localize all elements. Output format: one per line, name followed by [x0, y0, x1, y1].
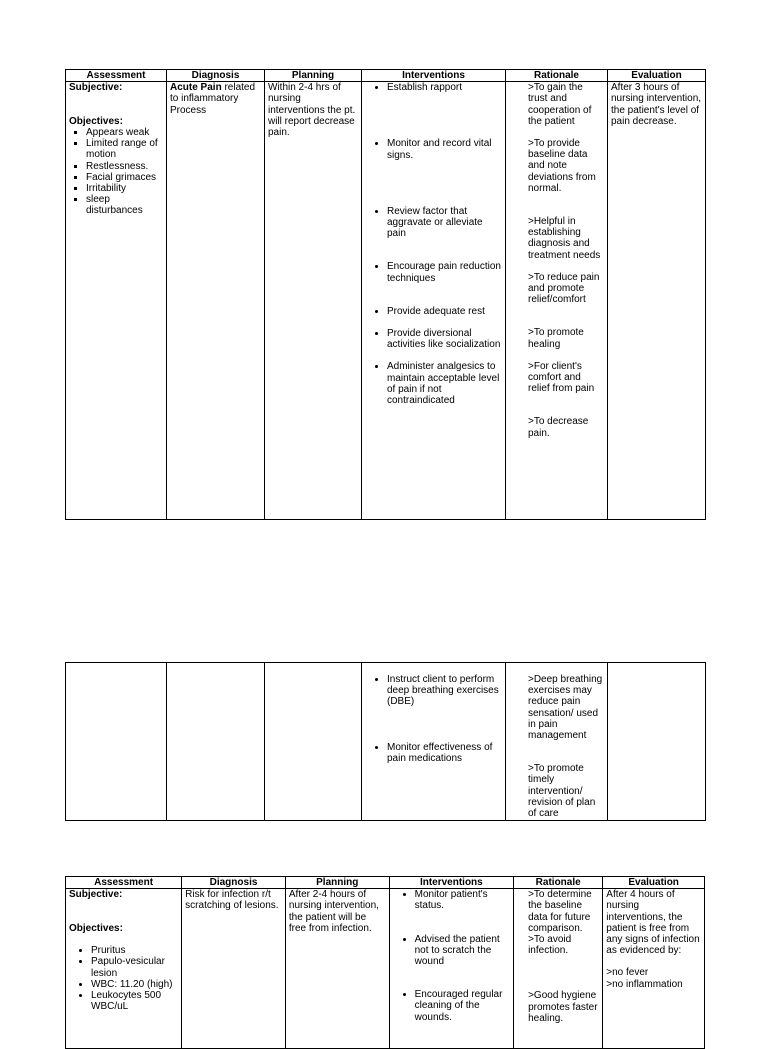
content-row [66, 889, 705, 1049]
list-item: • Provide adequate rest [387, 306, 502, 317]
care-plan-table-2 [65, 662, 706, 821]
header-planning: Planning [265, 70, 362, 82]
evaluation-item: >no inflammation [606, 978, 683, 990]
interventions-list [365, 674, 502, 764]
rationale-cell [506, 82, 608, 520]
interventions-list [393, 889, 510, 1023]
planning-cell [265, 663, 362, 821]
header-interventions: Interventions [389, 877, 513, 889]
list-item: ▪ Irritability [86, 183, 163, 194]
header-assessment: Assessment [66, 877, 182, 889]
list-item: • WBC: 11.20 (high) [91, 979, 178, 990]
care-plan-table-3 [65, 876, 705, 1049]
diagnosis-text: related to inflammatory Process [170, 82, 256, 116]
list-item: • Review factor that aggravate or alleviate pain [387, 206, 502, 240]
list-item: • Papulo-vesicular lesion [91, 956, 178, 978]
assessment-cell [66, 889, 182, 1049]
interventions-cell [362, 663, 506, 821]
rationale-item: >To determine the baseline data for future comparison. [528, 889, 592, 934]
diagnosis-title: Acute Pain [170, 82, 222, 94]
evaluation-text: After 4 hours of nursing interventions, the patient is free from any signs of infection as evidenced by: [606, 889, 700, 957]
rationale-item: >Good hygiene promotes faster healing. [528, 990, 598, 1024]
planning-cell: After 2-4 hours of nursing intervention, the patient will be free from infection. [285, 889, 389, 1049]
planning-cell: Within 2-4 hrs of nursing interventions the pt. will report decrease pain. [265, 82, 362, 520]
rationale-item: >To decrease pain. [528, 416, 589, 439]
assessment-cell [66, 82, 167, 520]
objectives-label: Objectives: [69, 922, 123, 934]
interventions-cell [362, 82, 506, 520]
rationale-item: >To promote timely intervention/ revision of plan of care [528, 763, 596, 820]
header-rationale: Rationale [506, 70, 608, 82]
list-item: ▪ Facial grimaces [86, 172, 163, 183]
care-plan-table-1 [65, 69, 706, 520]
list-item: • Administer analgesics to maintain acceptable level of pain if not contraindicated [387, 361, 502, 406]
evaluation-cell [608, 663, 706, 821]
evaluation-item: >no fever [606, 967, 649, 979]
rationale-item: >Deep breathing exercises may reduce pain sensation/ used in pain management [528, 674, 603, 742]
list-item: • Monitor and record vital signs. [387, 138, 502, 160]
diagnosis-cell: Risk for infection r/t scratching of lesions. [182, 889, 286, 1049]
objectives-label: Objectives: [69, 115, 123, 127]
list-item: ▪ sleep disturbances [86, 194, 163, 216]
assessment-cell [66, 663, 167, 821]
evaluation-cell: After 3 hours of nursing intervention, the patient's level of pain decrease. [608, 82, 706, 520]
header-planning: Planning [285, 877, 389, 889]
list-item: • Monitor effectiveness of pain medications [387, 742, 502, 764]
rationale-item: >To provide baseline data and note deviations from normal. [528, 138, 596, 194]
rationale-item: >To promote healing [528, 327, 584, 350]
list-item: • Advised the patient not to scratch the wound [415, 934, 510, 968]
interventions-list [365, 82, 502, 406]
objectives-list [69, 945, 178, 1012]
header-evaluation: Evaluation [608, 70, 706, 82]
header-assessment: Assessment [66, 70, 167, 82]
rationale-item: >For client's comfort and relief from pain [528, 360, 595, 395]
content-row [66, 663, 706, 821]
subjective-label: Subjective: [69, 82, 123, 94]
rationale-item: >To reduce pain and promote relief/comfort [528, 271, 600, 306]
header-diagnosis: Diagnosis [182, 877, 286, 889]
evaluation-cell [603, 889, 705, 1049]
objectives-list [69, 127, 163, 217]
list-item: • Instruct client to perform deep breathing exercises (DBE) [387, 674, 502, 708]
interventions-cell [389, 889, 513, 1049]
header-rationale: Rationale [514, 877, 603, 889]
header-row [66, 877, 705, 889]
content-row [66, 82, 706, 520]
list-item: • Monitor patient's status. [415, 889, 510, 911]
list-item: • Leukocytes 500 WBC/uL [91, 990, 178, 1012]
header-evaluation: Evaluation [603, 877, 705, 889]
diagnosis-cell [167, 82, 265, 520]
rationale-item: >Helpful in establishing diagnosis and treatment needs [528, 216, 601, 261]
list-item: • Encourage pain reduction techniques [387, 261, 502, 283]
list-item: ▪ Limited range of motion [86, 138, 163, 160]
rationale-item: >To avoid infection. [528, 934, 572, 957]
rationale-cell [514, 889, 603, 1049]
list-item: • Provide diversional activities like socialization [387, 328, 502, 350]
header-row [66, 70, 706, 82]
subjective-label: Subjective: [69, 889, 123, 901]
list-item: • Establish rapport [387, 82, 502, 93]
list-item: ▪ Appears weak [86, 127, 163, 138]
list-item: • Encouraged regular cleaning of the wounds. [415, 989, 510, 1023]
list-item: • Pruritus [91, 945, 178, 956]
rationale-item: >To gain the trust and cooperation of the patient [528, 82, 592, 127]
rationale-cell [506, 663, 608, 821]
header-diagnosis: Diagnosis [167, 70, 265, 82]
header-interventions: Interventions [362, 70, 506, 82]
diagnosis-cell [167, 663, 265, 821]
list-item: ▪ Restlessness. [86, 161, 163, 172]
